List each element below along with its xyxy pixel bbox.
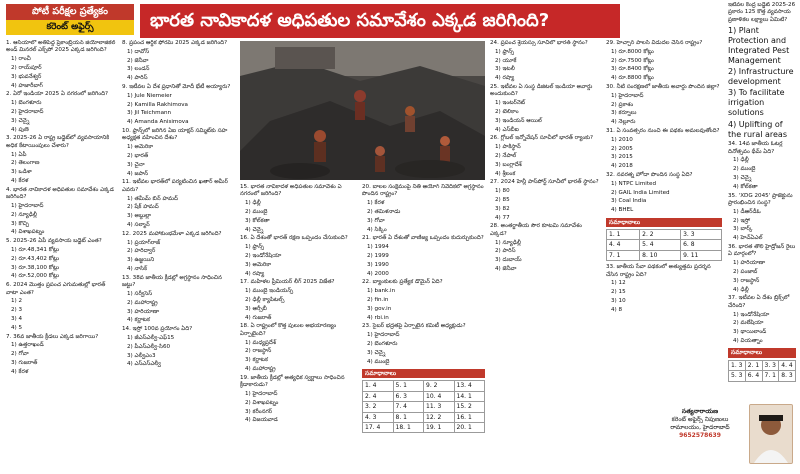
option: 4) 8 xyxy=(611,306,623,313)
question: 20. బాలల సంక్షేమంపై నీతి ఆయోగ్ నివేదికలో అగ్రస్థానం పొందిన రాష్ట్రం? xyxy=(362,184,484,198)
option: 4) జపాన్ xyxy=(127,170,149,177)
option: 3) చెన్నై xyxy=(733,174,752,181)
question: 30. నీటి సంరక్షణలో జాతీయ అవార్డు పొందిన జిల్లా? xyxy=(606,83,720,90)
question: 14. ఇస్రో 100వ ప్రయోగం ఏది? xyxy=(122,326,193,333)
answer-cell: 3. 3 xyxy=(681,229,722,239)
question: 2. ఏరో ఇండియా 2025 ఏ నగరంలో జరిగింది? xyxy=(6,91,109,98)
question: 24. ప్రపంచ శ్రేయస్సు సూచీలో భారత్ స్థానం? xyxy=(490,40,588,46)
author-info xyxy=(655,408,745,440)
option: 3) ఇండియన్ ఆయిల్ xyxy=(495,117,542,124)
option: 4) జెనీవా xyxy=(495,265,517,272)
author-photo xyxy=(749,404,793,464)
answer-cell: 12. 2 xyxy=(424,412,455,422)
option: 2) ముంబై xyxy=(245,209,268,215)
question: 9. ఇటీవల ఏ దేశ ప్రధానితో మోదీ భేటీ అయ్యారు? xyxy=(122,83,231,90)
option: 2) హైదరాబాద్ xyxy=(11,108,44,115)
option: 1) దావోస్ xyxy=(127,48,150,55)
option: 4) సిక్కిం xyxy=(367,226,387,233)
option: 4) గుజరాత్ xyxy=(245,314,272,321)
option: 4) Amanda Anisimova xyxy=(127,119,189,126)
option: 4) పుణె xyxy=(11,126,29,133)
answer-cell: 14. 1 xyxy=(454,391,485,401)
option: 4) Uplifting of the rural areas xyxy=(728,119,787,139)
option: 2) షేక్ హమద్ xyxy=(127,204,159,211)
option: 2) GAIL India Limited xyxy=(611,189,670,196)
answer-cell: 2. 1 xyxy=(745,360,762,370)
answer-cell: 5. 1 xyxy=(393,381,424,391)
answer-cell: 4. 4 xyxy=(607,240,640,250)
question: 13. 38వ జాతీయ క్రీడల్లో అగ్రస్థానం సాధించిన జట్టు? xyxy=(122,274,222,289)
option: 3) కర్నూలు xyxy=(611,110,637,117)
column-5 xyxy=(490,40,600,470)
option: 3) బంగ్లాదేశ్ xyxy=(495,161,522,168)
option: 3) రూ.8400 కోట్లు xyxy=(611,66,654,73)
question: 8. ప్రపంచ ఆర్థిక ఫోరమ్ 2025 ఎక్కడ జరిగింది? xyxy=(122,40,228,46)
option: 3) 2015 xyxy=(611,154,633,161)
option: 4) మహారాష్ట్ర xyxy=(245,365,276,372)
option: 2) fin.in xyxy=(367,296,389,303)
question: 16. ఏ దేశంతో భారత్ రక్షణ ఒప్పందం చేసుకుంది? xyxy=(240,235,348,242)
option: 3) Jil Teichmann xyxy=(127,110,172,117)
answers-row xyxy=(363,391,485,401)
option: 2) గోవా xyxy=(11,351,29,358)
answers-row xyxy=(607,240,722,250)
option: 4) రూ.52,000 కోట్లు xyxy=(11,273,60,280)
option: 4) చెన్నై xyxy=(245,226,264,233)
option: 3) ఆర్సీబీ xyxy=(245,305,267,312)
answers-table xyxy=(362,380,485,433)
option: 1) న్యూఢిల్లీ xyxy=(495,239,521,246)
option: 3) కర్ణాటక xyxy=(245,357,268,364)
option: 2) హరిద్వార్ xyxy=(127,248,156,255)
answer-cell: 16. 1 xyxy=(454,412,485,422)
option: 3) చైనా xyxy=(127,161,145,168)
option: 2) మలేషియా xyxy=(733,320,764,327)
option: 4) వియత్నాం xyxy=(733,337,763,344)
option: 4) కేరళ xyxy=(11,368,29,375)
option: 1) బెంగళూరు xyxy=(11,100,42,107)
option: 2) రాయ్‌పూర్ xyxy=(11,65,42,71)
option: 1) ఇండోనేషియా xyxy=(733,311,770,318)
answers-row xyxy=(607,229,722,239)
option: 4) విశాఖపట్నం xyxy=(11,229,45,236)
author-name: సత్యనారాయణ xyxy=(681,408,719,415)
option: 1) హైదరాబాద్ xyxy=(245,390,278,397)
option: 2) నేపాల్ xyxy=(495,152,517,159)
option: 2) రూ.43,402 కోట్లు xyxy=(11,255,60,262)
option: 3) అమెరికా xyxy=(245,261,272,268)
answers-row xyxy=(363,381,485,391)
option: 1) ఇంటర్‌నెట్ xyxy=(495,100,526,107)
option: 3) ఉజ్జయిని xyxy=(127,257,155,264)
question: 25. ఇటీవల ఏ సంస్థ డిజిటల్ ఇండియా అవార్డు అందుకుంది? xyxy=(490,83,593,98)
option: 3) దుబాయ్ xyxy=(495,257,522,264)
option: 4) విజయవాడ xyxy=(245,417,278,424)
option: 3) ఒడిశా xyxy=(11,169,32,176)
option: 3) 4 xyxy=(11,315,23,322)
option: 2) పారిస్ xyxy=(495,248,516,255)
answer-cell: 7. 4 xyxy=(393,402,424,412)
option: 1) రూ.48,341 కోట్లు xyxy=(11,246,60,253)
option: 4) రష్యా xyxy=(495,75,515,82)
option: 2) 85 xyxy=(495,196,510,203)
column-3 xyxy=(240,184,358,470)
question: 19. జాతీయ క్రీడల్లో అత్యధిక స్వర్ణాలు సాధించిన క్రీడాకారుడు? xyxy=(240,374,345,389)
answer-cell: 6. 3 xyxy=(393,391,424,401)
answer-cell: 1. 3 xyxy=(729,360,746,370)
option: 1) మధ్యప్రదేశ్ xyxy=(245,339,276,346)
option: 1) కేరళ xyxy=(367,200,385,207)
answer-cell: 2. 4 xyxy=(363,391,394,401)
answer-cell: 20. 1 xyxy=(454,422,485,432)
option: 3) 82 xyxy=(495,205,510,212)
answer-cell: 6. 4 xyxy=(745,371,762,381)
option: 2) 1999 xyxy=(367,252,389,259)
answer-cell: 5. 3 xyxy=(729,371,746,381)
option: 3) అబ్దుల్లా xyxy=(127,213,151,220)
option: 1) 12 xyxy=(611,280,626,287)
option: 3) చెన్నై xyxy=(367,349,386,356)
option: 4) హజారీబాగ్ xyxy=(11,82,43,89)
option: 2) ముంబై xyxy=(733,166,756,173)
option: 3) రూ.38,100 కోట్లు xyxy=(11,264,60,271)
answers-heading: సమాధానాలు xyxy=(606,218,722,227)
option: 1) 1994 xyxy=(367,244,389,251)
option: 1) తమీమ్ బిన్ హమద్ xyxy=(127,195,178,202)
option: 3) ఇటలీ xyxy=(495,66,515,73)
question: 11. ఇటీవల భారత్‌లో పర్యటించిన ఖతార్ అమీర్ ఎవరు? xyxy=(122,179,228,193)
option: 2) పంజాబ్ xyxy=(733,268,758,275)
option: 4) సల్మాన్ xyxy=(127,221,150,228)
option: 1) bank.in xyxy=(367,288,396,295)
answers-heading: సమాధానాలు xyxy=(728,348,796,357)
option: 3) బార్క్ xyxy=(733,226,753,233)
answer-cell: 1. 1 xyxy=(607,229,640,239)
question: 34. 14వ జాతీయ ఓటర్ల దినోత్సవం థీమ్ ఏది? xyxy=(728,141,783,155)
option: 3) లండన్ xyxy=(127,66,150,73)
answer-cell: 11. 3 xyxy=(424,402,455,412)
option: 4) ఎస్ఎస్ఎల్వీ xyxy=(127,361,161,368)
option: 2) బెంగళూరు xyxy=(367,340,398,347)
answer-cell: 5. 4 xyxy=(640,240,681,250)
question: 35. 'XDG 2045' ప్రాజెక్టును ప్రారంభించిన సంస్థ? xyxy=(728,192,793,206)
option: 1) హైదరాబాద్ xyxy=(611,92,644,99)
question: ఇటీవల కేంద్ర బడ్జెట్ 2025-26 ప్రకారం 125 కొత్త వ్యవసాయ ప్రణాళికల లక్ష్యాలు ఏమిటి? xyxy=(728,2,796,23)
option: 3) gov.in xyxy=(367,305,392,312)
option: 1) ముంబై ఇండియన్స్ xyxy=(245,288,294,295)
question: 5. 2025-26 ఏపీ వ్యవసాయ బడ్జెట్ ఎంత? xyxy=(6,238,102,245)
answer-cell: 8. 1 xyxy=(393,412,424,422)
question: 1. ఆసియాలో అతిపెద్ద ప్రెకాంబ్రియన్ జియోలాజికల్ అండ్ మినరల్ ఎక్స్‌పో 2025 ఎక్కడ జరిగింది? xyxy=(6,40,116,54)
option: 4) ఢిల్లీ xyxy=(733,286,749,293)
answers-row xyxy=(607,250,722,260)
section-tag-title: పోటీ పరీక్షల ప్రత్యేకం xyxy=(6,4,134,20)
option: 2) 3 xyxy=(11,307,23,314)
option: 3) చెన్నై xyxy=(11,117,30,124)
option: 3) 10 xyxy=(611,297,626,304)
answer-cell: 3. 2 xyxy=(363,402,394,412)
answer-cell: 7. 1 xyxy=(607,250,640,260)
answer-cell: 18. 1 xyxy=(393,422,424,432)
option: 1) ఉత్తరాఖండ్ xyxy=(11,342,44,349)
option: 4) రష్యా xyxy=(245,270,265,277)
option: 3) థాయిలాండ్ xyxy=(733,329,767,336)
answers-row xyxy=(729,371,796,381)
answer-cell: 17. 4 xyxy=(363,422,394,432)
option: 2) ప్రకాశం xyxy=(611,101,634,108)
option: 4) పారిస్ xyxy=(127,75,148,82)
answer-cell: 13. 4 xyxy=(454,381,485,391)
option: 4) rbi.in xyxy=(367,314,389,321)
option: 2) ఇండోనేషియా xyxy=(245,252,282,259)
option: 4) నాసిక్ xyxy=(127,265,148,272)
answers-row xyxy=(363,402,485,412)
option: 4) కేరళ xyxy=(11,177,29,184)
option: 1) పాకిస్థాన్ xyxy=(495,144,521,151)
column-2 xyxy=(122,40,234,470)
question: 18. ఏ రాష్ట్రంలో కొత్త పులుల అభయారణ్యం ఏర్పాటైంది? xyxy=(240,323,337,337)
option: 3) గోవా xyxy=(367,217,385,224)
option: 2) Infrastructure development xyxy=(728,67,794,86)
author-box xyxy=(655,404,795,470)
answer-cell: 4. 4 xyxy=(779,360,796,370)
option: 2) Kamilla Rakhimova xyxy=(127,101,188,108)
option: 1) డీఆర్‌డీఓ xyxy=(733,208,761,215)
author-title: కరెంట్ అఫైర్స్ నిపుణులు xyxy=(671,416,729,423)
option: 1) Plant Protection and Integrated Pest Management xyxy=(728,25,790,65)
question: 15. భారత నావికాదళ అధిపతుల సమావేశం ఏ నగరంలో జరిగింది? xyxy=(240,184,342,198)
question: 36. భారత తొలి హైడ్రోజన్ రైలు ఏ మార్గంలో? xyxy=(728,243,796,258)
option: 1) ఢిల్లీ xyxy=(245,200,261,207)
question: 7. 36వ జాతీయ క్రీడలు ఎక్కడ జరిగాయి? xyxy=(6,333,99,340)
option: 1) ప్రయాగ్‌రాజ్ xyxy=(127,239,161,246)
answer-cell: 6. 8 xyxy=(681,240,722,250)
question: 17. మహిళల ప్రీమియర్ లీగ్ 2025 విజేత? xyxy=(240,279,335,286)
answer-cell: 4. 3 xyxy=(363,412,394,422)
option: 2) తమిళనాడు xyxy=(367,209,401,215)
option: 4) ముంబై xyxy=(367,358,390,365)
option: 1) 80 xyxy=(495,188,510,195)
question: 21. భారత్ ఏ దేశంతో వాణిజ్య ఒప్పందం కుదుర్చుకుంది? xyxy=(362,235,484,242)
answer-cell: 7. 1 xyxy=(762,371,779,381)
question: 33. జాతీయ సేవా పథకంలో అత్యుత్తమ ప్రదర్శన చేసిన రాష్ట్రం ఏది? xyxy=(606,264,711,278)
option: 2) యూకే xyxy=(495,57,517,64)
option: 4) ఎస్‌బీఐ xyxy=(495,126,519,133)
option: 3) హరియాణా xyxy=(127,308,160,315)
option: 4) కోల్‌కతా xyxy=(733,183,758,190)
option: 3) కొచ్చి xyxy=(11,220,30,227)
option: 1) హైదరాబాద్ xyxy=(367,332,400,339)
option: 1) సర్వీసెస్ xyxy=(127,290,153,297)
answers-table xyxy=(728,360,796,382)
option: 4) 77 xyxy=(495,214,510,221)
answer-cell: 1. 4 xyxy=(363,381,394,391)
option: 1) ఫ్రాన్స్ xyxy=(245,244,265,251)
option: 1) 2 xyxy=(11,298,23,305)
option: 2) న్యూఢిల్లీ xyxy=(11,211,37,218)
option: 1) ఏపీ xyxy=(11,151,27,158)
column-1 xyxy=(6,40,116,470)
option: 3) Coal India xyxy=(611,198,647,205)
option: 4) 5 xyxy=(11,324,23,331)
section-tag xyxy=(6,4,134,36)
author-location: రామాలయం, హైదరాబాద్ xyxy=(670,424,730,431)
option: 1) జీఎస్ఎల్వీ-ఎఫ్15 xyxy=(127,334,175,341)
option: 1) హైదరాబాద్ xyxy=(11,202,44,209)
answer-cell: 8. 10 xyxy=(640,250,681,260)
option: 2) రూ.7500 కోట్లు xyxy=(611,57,654,64)
option: 3) కరీంనగర్ xyxy=(245,408,273,415)
answer-cell: 19. 1 xyxy=(424,422,455,432)
question: 31. ఏ సంవత్సరం నుంచి ఈ పథకం అమలవుతోంది? xyxy=(606,127,720,134)
option: 3) రాజస్థాన్ xyxy=(733,277,760,284)
option: 1) హరియాణా xyxy=(733,260,766,267)
option: 4) కర్ణాటక xyxy=(127,317,150,324)
question: 26. గ్లోబల్ ఇన్నోవేషన్ సూచీలో భారత్ ర్యాంకు? xyxy=(490,135,594,142)
option: 2) తెలంగాణ xyxy=(11,160,40,167)
option: 2) జెనీవా xyxy=(127,57,149,64)
answer-cell: 9. 11 xyxy=(681,250,722,260)
option: 4) 2018 xyxy=(611,163,633,170)
answers-row xyxy=(363,422,485,432)
answers-row xyxy=(729,360,796,370)
column-4 xyxy=(362,184,485,470)
option: 1) రాంచీ xyxy=(11,56,31,63)
question: 37. ఇటీవల ఏ దేశం బ్రిక్స్‌లో చేరింది? xyxy=(728,295,790,309)
option: 1) ఫ్రాన్స్ xyxy=(495,48,515,55)
option: 3) భువనేశ్వర్ xyxy=(11,73,42,80)
option: 4) 2000 xyxy=(367,270,389,277)
option: 3) గుజరాత్ xyxy=(11,359,38,366)
option: 2) 15 xyxy=(611,289,626,296)
option: 1) ఢిల్లీ xyxy=(733,157,749,164)
answer-cell: 8. 3 xyxy=(779,371,796,381)
option: 2) ఇస్రో xyxy=(733,217,751,224)
section-tag-subtitle: కరెంట్ అఫైర్స్ xyxy=(6,20,134,35)
option: 4) రూ.8800 కోట్లు xyxy=(611,75,654,82)
question: 23. సైబర్ భద్రతపై ఏర్పాటైన కమిటీ అధ్యక్షుడు? xyxy=(362,323,466,330)
option: 1) 2010 xyxy=(611,136,633,143)
option: 2) భారత్ xyxy=(127,152,149,159)
option: 2) విశాఖపట్నం xyxy=(245,399,279,406)
option: 2) 2005 xyxy=(611,145,633,152)
option: 1) అమెరికా xyxy=(127,144,154,151)
answer-cell: 3. 3 xyxy=(762,360,779,370)
question: 10. ఫ్రాన్స్‌లో జరిగిన ఏఐ యాక్షన్ సమ్మిట్‌కు సహ అధ్యక్షత వహించిన దేశం? xyxy=(122,127,228,142)
question: 6. 2024 మొత్తం ప్రపంచ ఎగుమతుల్లో భారత్ వాటా ఎంత? xyxy=(6,282,106,296)
question: 22. బ్యాంకులకు ప్రత్యేక డొమైన్ ఏది? xyxy=(362,279,443,286)
question: 3. 2025-26 ఏ రాష్ట్ర బడ్జెట్‌లో వ్యవసాయానికి అధిక కేటాయింపులు చేశారు? xyxy=(6,135,110,149)
news-photo xyxy=(240,41,485,180)
answers-table xyxy=(606,229,722,261)
option: 4) BHEL xyxy=(611,207,634,214)
option: 4) శ్రీలంక xyxy=(495,170,516,177)
author-phone: 9652578639 xyxy=(679,432,721,439)
option: 1) NTPC Limited xyxy=(611,180,657,187)
option: 4) నెల్లూరు xyxy=(611,119,636,126)
option: 2) మహారాష్ట్ర xyxy=(127,299,158,306)
answer-cell: 15. 2 xyxy=(454,402,485,412)
option: 3) ఎల్వీఎం3 xyxy=(127,352,156,359)
option: 4) హెచ్ఏఎల్ xyxy=(733,235,763,242)
option: 3) To facilitate irrigation solutions xyxy=(728,88,785,118)
option: 3) 1990 xyxy=(367,261,389,268)
answer-cell: 2. 2 xyxy=(640,229,681,239)
option: 1) రూ.8000 కోట్లు xyxy=(611,48,654,55)
headline: భారత నావికాదళ అధిపతుల సమావేశం ఎక్కడ జరిగింది? xyxy=(140,4,620,38)
question: 27. 2024 హెన్లీ పాస్‌పోర్ట్ సూచీలో భారత్ స్థానం? xyxy=(490,179,599,186)
answers-row xyxy=(363,412,485,422)
answers-heading: సమాధానాలు xyxy=(362,369,485,378)
question: 12. 2025 మహాకుంభమేళా ఎక్కడ జరిగింది? xyxy=(122,230,222,237)
option: 1) Jule Niemeier xyxy=(127,92,172,99)
answer-cell: 10. 4 xyxy=(424,391,455,401)
answer-cell: 9. 2 xyxy=(424,381,455,391)
question: 4. భారత నావికాదళ అధిపతుల సమావేశం ఎక్కడ జరిగింది? xyxy=(6,186,114,201)
option: 2) ఢిల్లీ క్యాపిటల్స్ xyxy=(245,296,285,303)
column-7 xyxy=(728,2,796,402)
question: 32. నవరత్న హోదా పొందిన సంస్థ ఏది? xyxy=(606,171,693,178)
question: 29. హెచ్చార్ పాలసీ విడుదల చేసిన రాష్ట్రం? xyxy=(606,40,703,46)
option: 2) పీఎస్ఎల్వీ-సి60 xyxy=(127,343,171,350)
option: 2) రాజస్థాన్ xyxy=(245,348,272,355)
question: 28. అంతర్జాతీయ సౌర కూటమి సమావేశం ఎక్కడ? xyxy=(490,223,582,237)
option: 3) కోల్‌కతా xyxy=(245,217,270,224)
option: 2) టెలికాం xyxy=(495,108,519,115)
